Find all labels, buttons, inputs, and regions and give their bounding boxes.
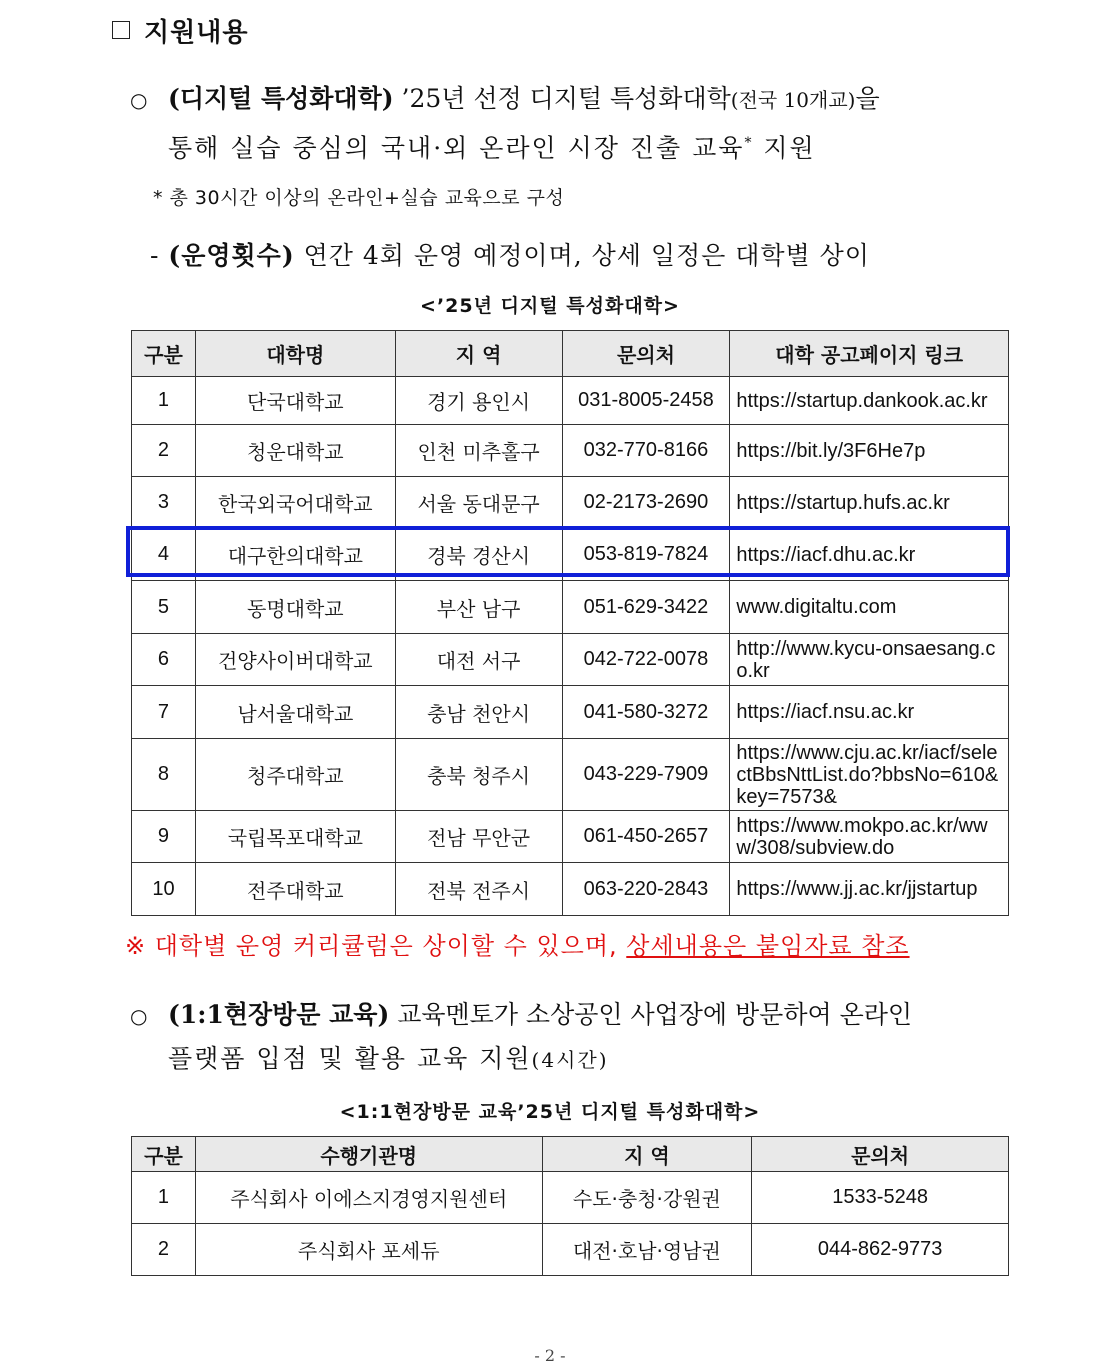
section-heading xyxy=(112,12,248,48)
notice-underlined: 상세내용은 붙임자료 참조 xyxy=(626,932,910,960)
table-row xyxy=(132,811,1009,863)
region: 부산 남구 xyxy=(395,581,562,634)
bullet-1-lead: (디지털 특성화대학) xyxy=(168,84,394,113)
link[interactable]: https://iacf.nsu.ac.kr xyxy=(730,686,1009,739)
row-number: 6 xyxy=(132,634,196,686)
row-number: 1 xyxy=(132,1172,196,1224)
region: 전북 전주시 xyxy=(395,863,562,916)
region: 대전·호남·영남권 xyxy=(542,1224,752,1276)
phone: 032-770-8166 xyxy=(562,425,730,477)
notice-mark: ※ xyxy=(125,932,147,960)
header-category: 구분 xyxy=(132,1137,196,1172)
link[interactable]: https://bit.ly/3F6He7p xyxy=(730,425,1009,477)
agency-name: 주식회사 이에스지경영지원센터 xyxy=(195,1172,542,1224)
bullet-2-line-2-text: 플랫폼 입점 및 활용 교육 지원 xyxy=(168,1044,532,1073)
page-number: - 2 - xyxy=(534,1346,566,1365)
bullet-1-line-2 xyxy=(168,121,816,170)
link[interactable]: http://www.kycu-onsaesang.co.kr xyxy=(730,634,1009,686)
sub-bullet-operation xyxy=(150,236,870,272)
row-number: 8 xyxy=(132,739,196,811)
university-name: 대구한의대학교 xyxy=(195,529,395,581)
header-region: 지 역 xyxy=(395,331,562,377)
table-row xyxy=(132,686,1009,739)
table-row xyxy=(132,425,1009,477)
link[interactable]: https://www.cju.ac.kr/iacf/selectBbsNttList.do?bbsNo=610&key=7573& xyxy=(730,739,1009,811)
link[interactable]: https://www.mokpo.ac.kr/www/308/subview.do xyxy=(730,811,1009,863)
bullet-2-text: 교육멘토가 소상공인 사업장에 방문하여 온라인 xyxy=(389,1000,913,1029)
circle-bullet-icon: ○ xyxy=(130,88,148,112)
row-number: 4 xyxy=(132,529,196,581)
university-name: 한국외국어대학교 xyxy=(195,477,395,529)
table-row xyxy=(132,377,1009,425)
university-name: 단국대학교 xyxy=(195,377,395,425)
field-visit-table xyxy=(131,1136,1009,1276)
bullet-2-lead: (1:1현장방문 교육) xyxy=(168,1000,390,1029)
university-name: 건양사이버대학교 xyxy=(195,634,395,686)
agency-name: 주식회사 포세듀 xyxy=(195,1224,542,1276)
university-name: 전주대학교 xyxy=(195,863,395,916)
table-row xyxy=(132,581,1009,634)
header-contact: 문의처 xyxy=(562,331,730,377)
link[interactable]: https://startup.hufs.ac.kr xyxy=(730,477,1009,529)
table-row xyxy=(132,477,1009,529)
header-agency: 수행기관명 xyxy=(195,1137,542,1172)
region: 경기 용인시 xyxy=(395,377,562,425)
header-link: 대학 공고페이지 링크 xyxy=(730,331,1009,377)
bullet-1-line-2-end: 지원 xyxy=(753,133,816,163)
phone: 02-2173-2690 xyxy=(562,477,730,529)
phone: 031-8005-2458 xyxy=(562,377,730,425)
link[interactable]: https://iacf.dhu.ac.kr xyxy=(730,529,1009,581)
university-name: 국립목포대학교 xyxy=(195,811,395,863)
region: 전남 무안군 xyxy=(395,811,562,863)
phone: 041-580-3272 xyxy=(562,686,730,739)
university-name: 동명대학교 xyxy=(195,581,395,634)
phone: 043-229-7909 xyxy=(562,739,730,811)
footnote-star: * xyxy=(744,135,754,151)
dash-marker: - xyxy=(150,241,160,270)
table-1-caption: <’25년 디지털 특성화대학> xyxy=(420,295,680,317)
table-row xyxy=(132,739,1009,811)
sub-bullet-lead: (운영횟수) xyxy=(168,241,295,270)
row-number: 5 xyxy=(132,581,196,634)
header-contact: 문의처 xyxy=(752,1137,1009,1172)
row-number: 2 xyxy=(132,1224,196,1276)
link[interactable]: https://startup.dankook.ac.kr xyxy=(730,377,1009,425)
bullet-2-line-2 xyxy=(168,1037,609,1082)
bullet-1-line-2-text: 통해 실습 중심의 국내·외 온라인 시장 진출 교육 xyxy=(168,133,745,163)
link[interactable]: https://www.jj.ac.kr/jjstartup xyxy=(730,863,1009,916)
region: 인천 미추홀구 xyxy=(395,425,562,477)
row-number: 2 xyxy=(132,425,196,477)
bullet-1-line-1 xyxy=(130,77,880,122)
table-header-row xyxy=(132,1137,1009,1172)
region: 충남 천안시 xyxy=(395,686,562,739)
phone: 1533-5248 xyxy=(752,1172,1009,1224)
phone: 061-450-2657 xyxy=(562,811,730,863)
link[interactable]: www.digitaltu.com xyxy=(730,581,1009,634)
row-number: 9 xyxy=(132,811,196,863)
university-name: 청운대학교 xyxy=(195,425,395,477)
table-row xyxy=(132,1172,1009,1224)
notice-line xyxy=(125,926,910,961)
circle-bullet-icon: ○ xyxy=(130,1004,148,1028)
phone: 051-629-3422 xyxy=(562,581,730,634)
region: 충북 청주시 xyxy=(395,739,562,811)
checkbox-icon xyxy=(112,21,130,39)
region: 수도·충청·강원권 xyxy=(542,1172,752,1224)
header-university: 대학명 xyxy=(195,331,395,377)
university-name: 청주대학교 xyxy=(195,739,395,811)
phone: 063-220-2843 xyxy=(562,863,730,916)
header-region: 지 역 xyxy=(542,1137,752,1172)
row-number: 1 xyxy=(132,377,196,425)
table-row xyxy=(132,1224,1009,1276)
bullet-1-text: ’25년 선정 디지털 특성화대학 xyxy=(393,84,731,113)
bullet-1-paren: (전국 10개교) xyxy=(730,88,856,112)
table-row xyxy=(132,863,1009,916)
bullet-1-text-end: 을 xyxy=(855,84,880,113)
bullet-2-paren: (4시간) xyxy=(531,1048,609,1072)
phone: 044-862-9773 xyxy=(752,1224,1009,1276)
row-number: 10 xyxy=(132,863,196,916)
notice-text: 대학별 운영 커리큘럼은 상이할 수 있으며, xyxy=(146,932,627,960)
table-row xyxy=(132,634,1009,686)
phone: 053-819-7824 xyxy=(562,529,730,581)
region: 대전 서구 xyxy=(395,634,562,686)
region: 경북 경산시 xyxy=(395,529,562,581)
bullet-2-line-1 xyxy=(130,993,912,1038)
university-name: 남서울대학교 xyxy=(195,686,395,739)
table-2-caption: <1:1현장방문 교육’25년 디지털 특성화대학> xyxy=(339,1101,761,1123)
footnote-note: * 총 30시간 이상의 온라인+실습 교육으로 구성 xyxy=(153,187,565,209)
region: 서울 동대문구 xyxy=(395,477,562,529)
header-category: 구분 xyxy=(132,331,196,377)
table-header-row xyxy=(132,331,1009,377)
sub-bullet-text: 연간 4회 운영 예정이며, 상세 일정은 대학별 상이 xyxy=(294,241,870,270)
universities-table xyxy=(131,330,1009,916)
phone: 042-722-0078 xyxy=(562,634,730,686)
row-number: 3 xyxy=(132,477,196,529)
section-title: 지원내용 xyxy=(144,17,249,48)
row-number: 7 xyxy=(132,686,196,739)
table-row-highlighted xyxy=(132,529,1009,581)
